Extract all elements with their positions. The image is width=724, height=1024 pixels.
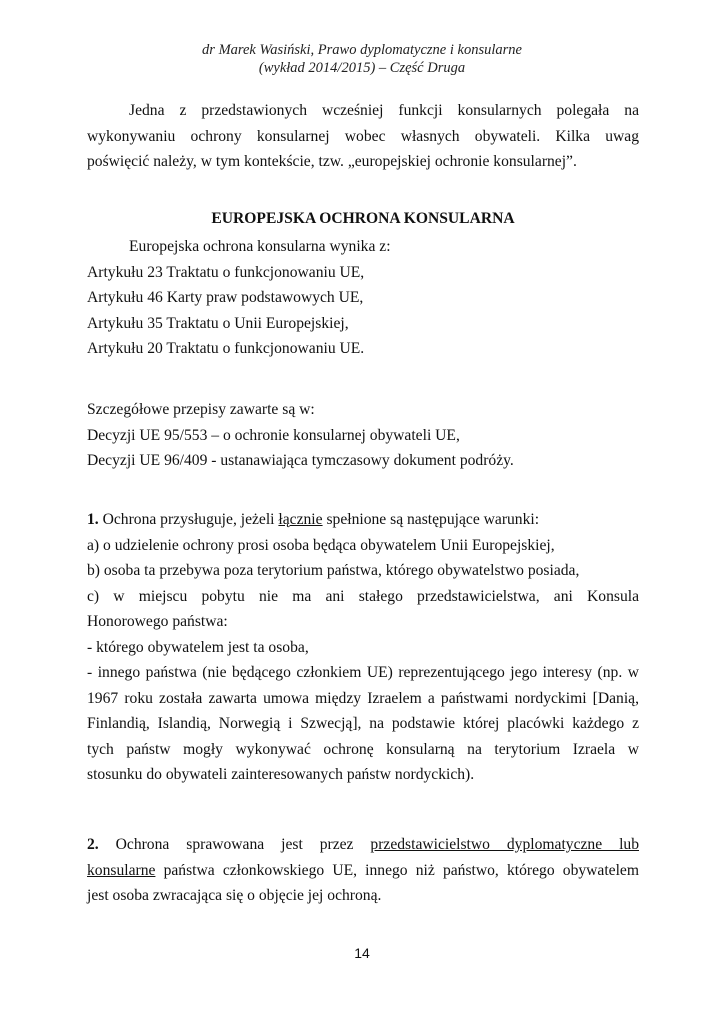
text-line: wykonywaniu ochrony konsularnej wobec własnych obywateli. Kilka uwag [87,127,639,145]
header-author-title: dr Marek Wasiński, Prawo dyplomatyczne i konsularne [202,42,522,58]
sub-item: - innego państwa (nie będącego członkiem UE) reprezentującego jego interesy (np. w [87,664,639,681]
header-lecture-info: (wykład 2014/2015) – Część Druga [258,60,466,76]
text-line: poświęcić należy, w tym kontekście, tzw. „europejskiej ochronie konsularnej”. [87,153,577,170]
point-2 [87,832,639,909]
list-item: Artykułu 20 Traktatu o funkcjonowaniu UE. [87,340,365,357]
list-item: Artykułu 46 Karty praw podstawowych UE, [87,289,364,306]
underlined-term: łącznie [278,511,323,528]
detailed-rules [87,397,639,474]
point-number: 2. [87,836,99,853]
list-item: Artykułu 35 Traktatu o Unii Europejskiej, [87,314,349,332]
point-text: państwa członkowskiego UE, innego niż państwo, którego obywatelem [155,861,639,879]
text-line: Jedna z przedstawionych wcześniej funkcji konsularnych polegała na [129,102,639,119]
point-1 [87,507,639,788]
point-text: Ochrona przysługuje, jeżeli [98,511,279,528]
underlined-term: przedstawicielstwo dyplomatyczne lub [370,836,639,853]
legal-sources [87,234,639,362]
point-1-heading [87,507,639,533]
text-line: Finlandią, Islandią, Norwegią i Szwecją], na podstawie której placówki każdego z [87,715,639,732]
section-title-text: EUROPEJSKA OCHRONA KONSULARNA [211,210,515,227]
point-text: spełnione są następujące warunki: [322,511,540,528]
text-line [87,858,639,884]
running-header [0,41,724,77]
condition-c: c) w miejscu pobytu nie ma ani stałego przedstawicielstwa, ani Konsula [87,587,639,605]
condition-b: b) osoba ta przebywa poza terytorium państwa, którego obywatelstwo posiada, [87,562,580,579]
list-item: Decyzji UE 95/553 – o ochronie konsularnej obywateli UE, [87,426,460,444]
intro-paragraph [87,98,639,175]
section-title [87,206,639,232]
underlined-term: konsularne [87,861,156,879]
point-2-heading [87,832,639,858]
list-item: Decyzji UE 96/409 - ustanawiająca tymczasowy dokument podróży. [87,452,514,469]
condition-a: a) o udzielenie ochrony prosi osoba będąca obywatelem Unii Europejskiej, [87,536,555,554]
text-line: 1967 roku została zawarta umowa między Izraelem a państwami nordyckimi [Danią, [87,689,639,707]
point-number: 1. [87,511,99,528]
page-number: 14 [354,945,370,961]
rules-lead: Szczegółowe przepisy zawarte są w: [87,401,315,418]
text-line: tych państw mogły wykonywać ochronę konsularną na terytorium Izraela w [87,740,639,758]
text-line: jest osoba zwracająca się o objęcie jej ochroną. [87,887,382,904]
condition-c-cont: Honorowego państwa: [87,613,228,630]
text-line: stosunku do obywateli zainteresowanych państw nordyckich). [87,766,475,783]
sub-item: - którego obywatelem jest ta osoba, [87,638,309,656]
point-text: Ochrona sprawowana jest przez [98,836,371,853]
sources-lead: Europejska ochrona konsularna wynika z: [129,238,391,255]
list-item: Artykułu 23 Traktatu o funkcjonowaniu UE, [87,263,365,281]
